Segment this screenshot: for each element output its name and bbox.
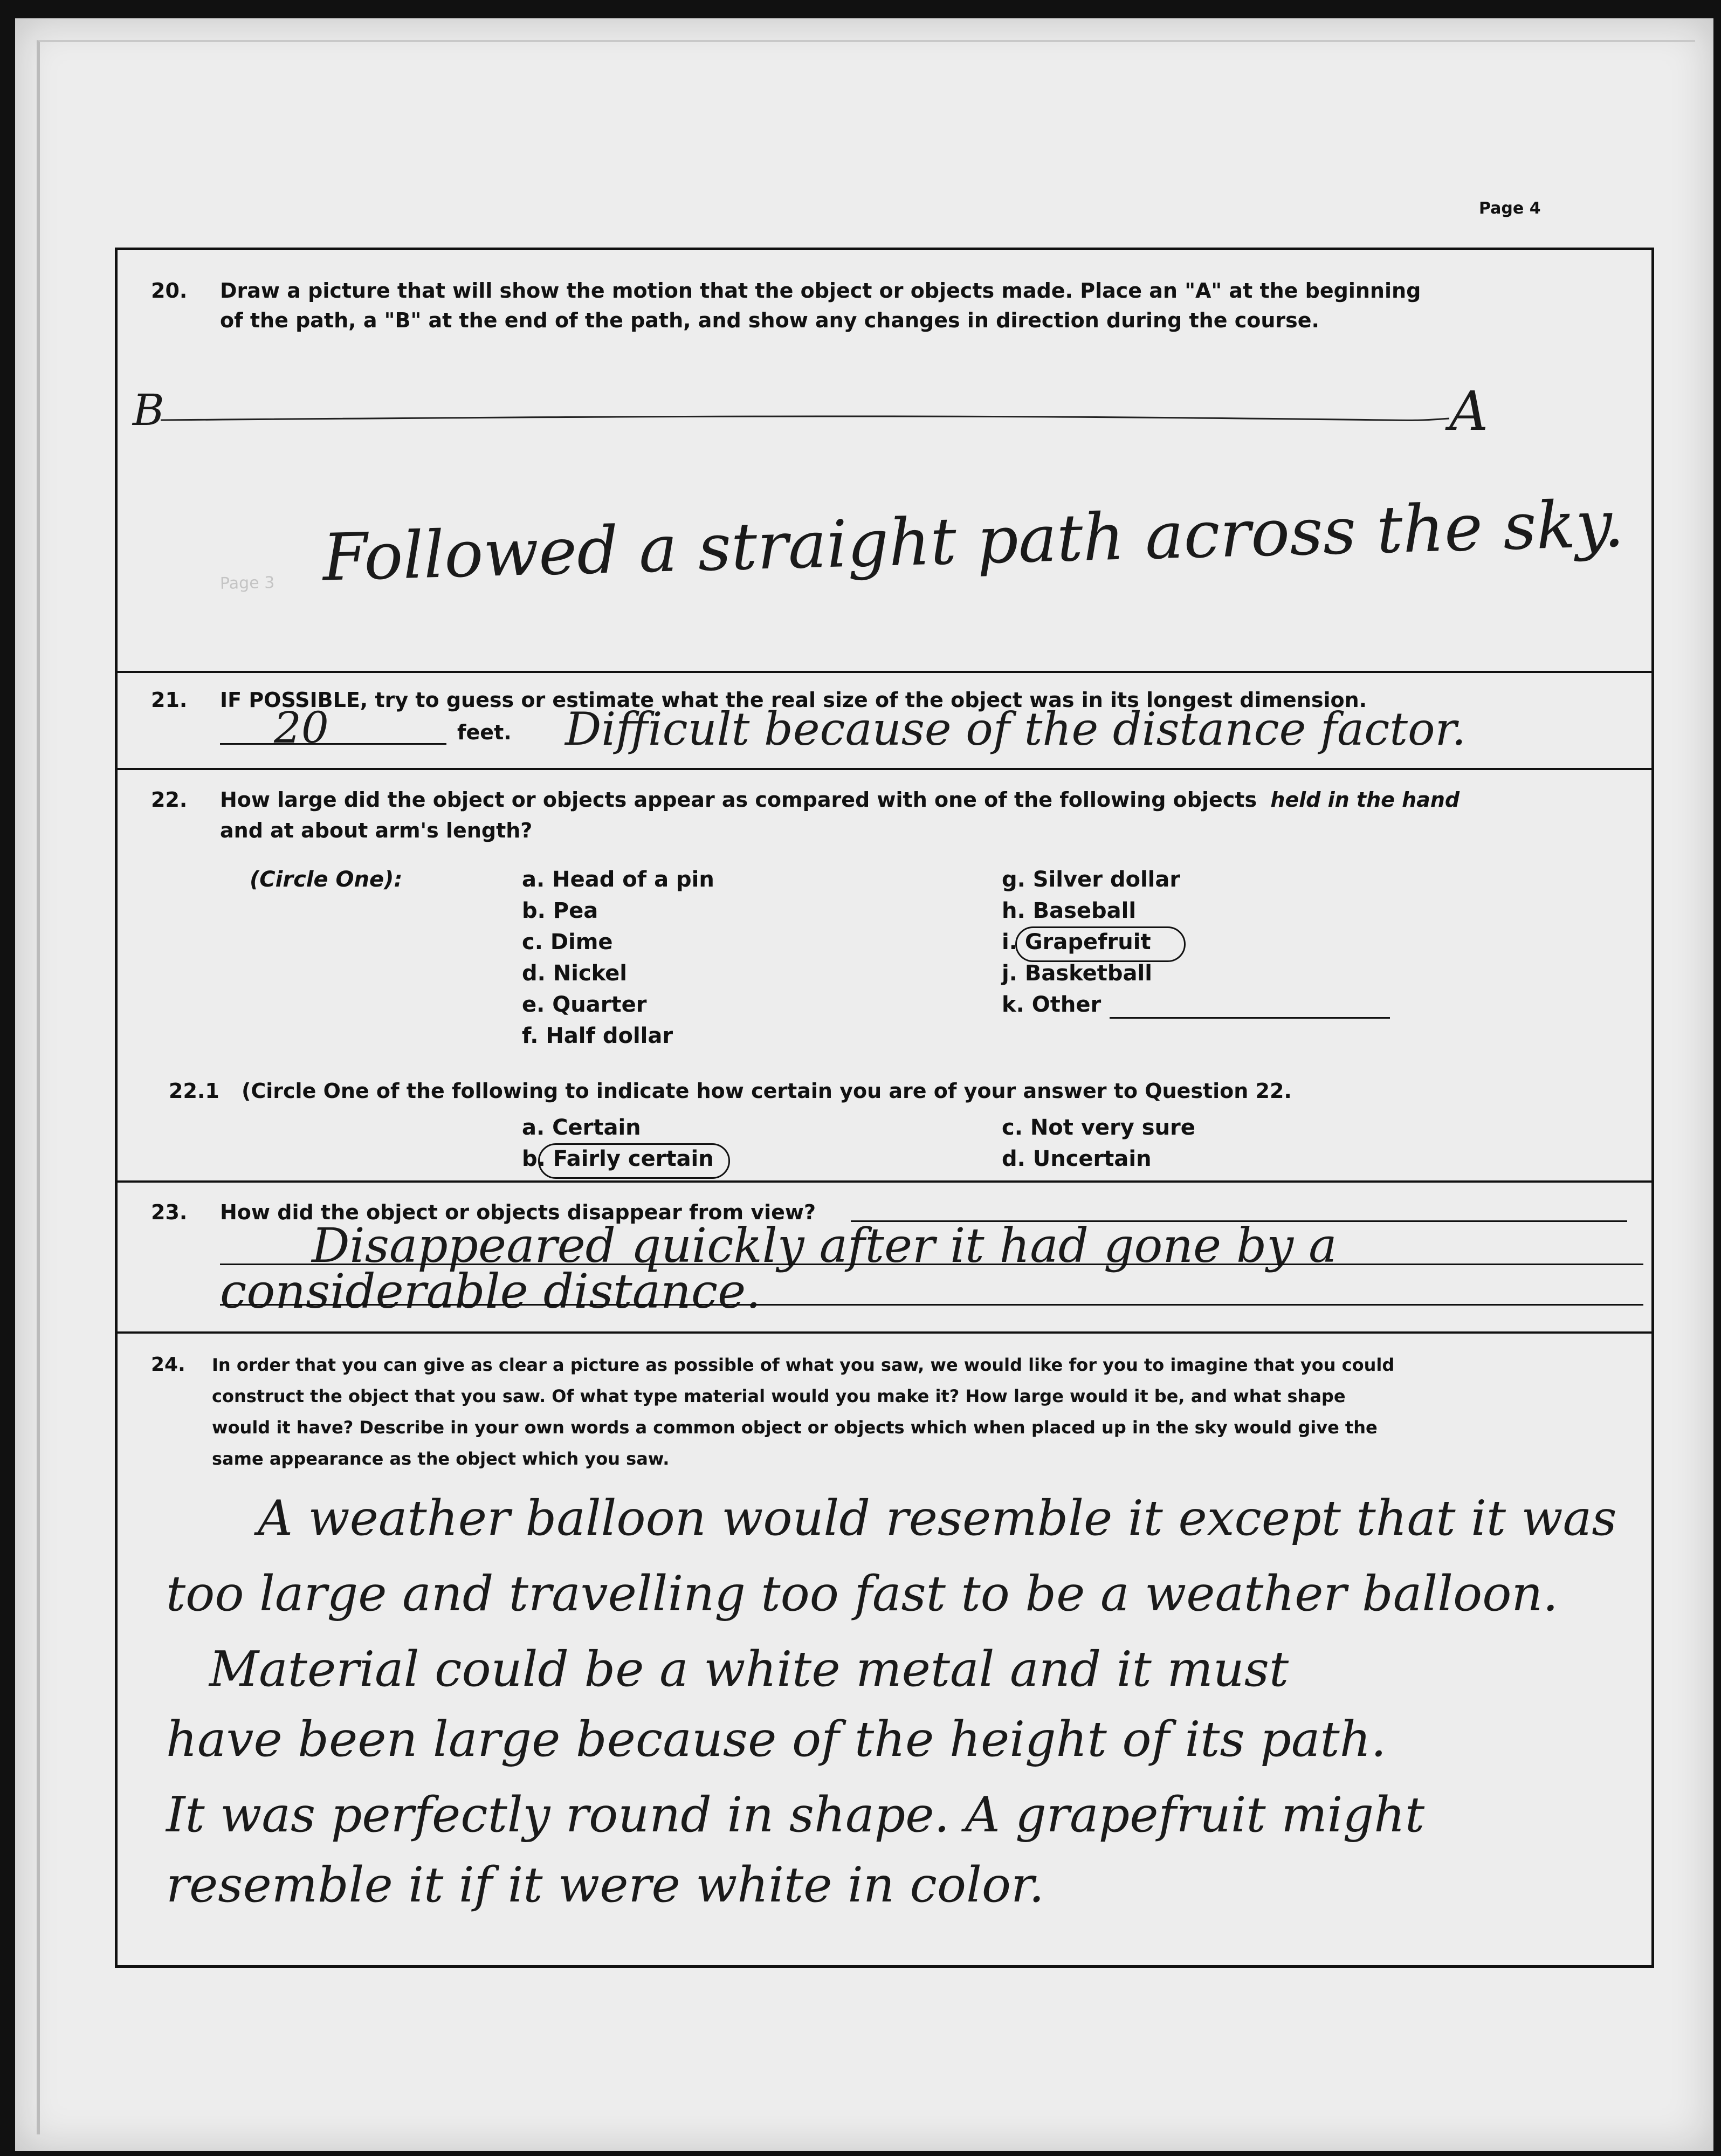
question-22-1-text: (Circle One of the following to indicate how certain you are of your answer to Question 22. xyxy=(242,1079,1292,1103)
question-22-emphasis: held in the hand xyxy=(1270,788,1460,812)
size-option-h: h. Baseball xyxy=(1002,898,1137,923)
question-20-answer: Followed a straight path across the sky. xyxy=(321,486,1625,596)
question-20-text-line1: Draw a picture that will show the motion that the object or objects made. Place an "A" at the beginning xyxy=(220,279,1421,303)
question-20-section xyxy=(118,250,1651,671)
path-drawing xyxy=(161,401,1455,434)
question-24-answer-line5: It was perfectly round in shape. A grapefruit might xyxy=(166,1787,1425,1843)
question-23-answer-line1: Disappeared quickly after it had gone by a xyxy=(312,1218,1337,1273)
size-option-k: k. Other xyxy=(1002,992,1102,1017)
question-20-number: 20. xyxy=(151,279,188,303)
question-22-text: How large did the object or objects appear as compared with one of the following objects xyxy=(220,788,1257,812)
size-option-e: e. Quarter xyxy=(522,992,647,1017)
question-24-text-line1: In order that you can give as clear a picture as possible of what you saw, we would like for you to imagine that you could xyxy=(212,1355,1395,1375)
questionnaire-form xyxy=(115,248,1654,1968)
bleed-through-text: Page 3 xyxy=(219,573,275,593)
question-22-1-number: 22.1 xyxy=(169,1079,219,1103)
page-number: Page 4 xyxy=(1479,199,1541,218)
size-option-i: i. Grapefruit xyxy=(1002,930,1151,955)
question-23-answer-line2: considerable distance. xyxy=(220,1264,761,1319)
path-label-a: A xyxy=(1449,380,1489,443)
question-24-text-line2: construct the object that you saw. Of what type material would you make it? How large would it be, and what shape xyxy=(212,1386,1346,1406)
certainty-option-c: c. Not very sure xyxy=(1002,1115,1195,1140)
question-24-text-line3: would it have? Describe in your own words a common object or objects which when placed up in the sky would give the xyxy=(212,1417,1378,1438)
fairly-certain-circle-mark xyxy=(538,1143,730,1179)
question-22-section xyxy=(118,768,1651,1180)
certainty-option-d: d. Uncertain xyxy=(1002,1146,1152,1171)
question-24-text-line4: same appearance as the object which you saw. xyxy=(212,1448,670,1469)
circle-one-instruction: (Circle One): xyxy=(250,867,403,892)
size-option-a: a. Head of a pin xyxy=(522,867,714,892)
size-unit: feet. xyxy=(457,720,512,744)
question-22-text-line2: and at about arm's length? xyxy=(220,819,533,842)
question-24-number: 24. xyxy=(151,1354,185,1376)
question-20-text-line2: of the path, a "B" at the end of the path, and show any changes in direction during the course. xyxy=(220,308,1319,332)
size-note: Difficult because of the distance factor. xyxy=(565,703,1467,756)
question-22-number: 22. xyxy=(151,788,188,812)
question-24-answer-line3: Material could be a white metal and it must xyxy=(209,1641,1289,1698)
question-21-section xyxy=(118,671,1651,768)
path-label-b: B xyxy=(133,385,164,435)
question-24-answer-line2: too large and travelling too fast to be a weather balloon. xyxy=(166,1565,1558,1622)
certainty-option-b: b. Fairly certain xyxy=(522,1146,714,1171)
question-24-answer-line4: have been large because of the height of its path. xyxy=(166,1711,1387,1768)
question-23-number: 23. xyxy=(151,1200,188,1224)
question-24-section xyxy=(118,1331,1651,1968)
other-answer-line xyxy=(1110,1017,1390,1019)
answer-line-3 xyxy=(220,1304,1643,1306)
scanned-page xyxy=(15,18,1713,2151)
size-option-d: d. Nickel xyxy=(522,961,628,986)
certainty-option-a: a. Certain xyxy=(522,1115,641,1140)
question-24-answer-line1: A weather balloon would resemble it except that it was xyxy=(258,1490,1617,1547)
size-answer-value: 20 xyxy=(274,703,329,753)
size-option-f: f. Half dollar xyxy=(522,1024,673,1048)
size-option-g: g. Silver dollar xyxy=(1002,867,1181,892)
question-24-answer-line6: resemble it if it were white in color. xyxy=(166,1857,1044,1913)
question-23-section xyxy=(118,1180,1651,1331)
size-option-j: j. Basketball xyxy=(1002,961,1152,986)
size-answer-line xyxy=(220,743,446,745)
grapefruit-circle-mark xyxy=(1015,926,1186,962)
question-22-text-line1 xyxy=(220,784,1460,816)
question-21-number: 21. xyxy=(151,688,188,712)
size-option-b: b. Pea xyxy=(522,898,598,923)
size-option-c: c. Dime xyxy=(522,930,613,955)
question-23-text: How did the object or objects disappear from view? xyxy=(220,1200,816,1224)
question-21-text: IF POSSIBLE, try to guess or estimate what the real size of the object was in its longest dimension. xyxy=(220,688,1367,712)
